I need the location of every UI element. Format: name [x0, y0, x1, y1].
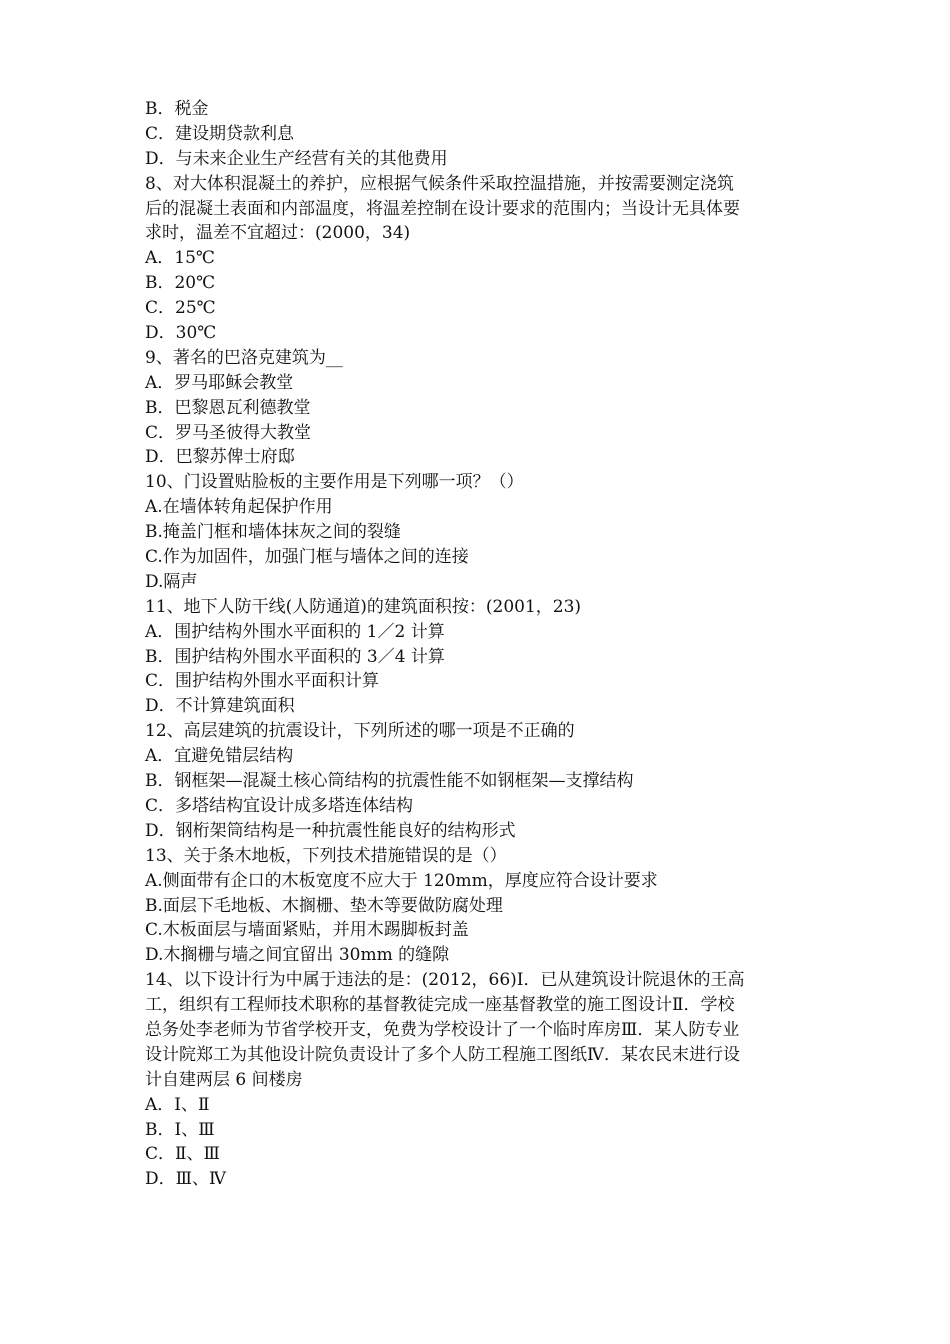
- question-8-text: 8、对大体积混凝土的养护，应根据气候条件采取控温措施，并按需要测定浇筑: [145, 173, 734, 194]
- option-line: B．20℃: [145, 273, 216, 294]
- option-line: A.侧面带有企口的木板宽度不应大于 120mm，厚度应符合设计要求: [145, 870, 658, 891]
- option-line: B．税金: [145, 99, 209, 119]
- question-11-text: 11、地下人防干线(人防通道)的建筑面积按：(2001，23): [145, 596, 582, 617]
- option-line: B．钢框架—混凝土核心筒结构的抗震性能不如钢框架—支撑结构: [145, 771, 634, 792]
- question-10-text: 10、门设置贴脸板的主要作用是下列哪一项？（）: [145, 472, 524, 493]
- option-line: B．围护结构外围水平面积的 3／4 计算: [145, 646, 445, 667]
- option-line: A．Ⅰ、Ⅱ: [145, 1094, 210, 1115]
- option-line: B．Ⅰ、Ⅲ: [145, 1119, 215, 1140]
- question-12-text: 12、高层建筑的抗震设计，下列所述的哪一项是不正确的: [145, 721, 575, 742]
- question-8-text: 后的混凝土表面和内部温度，将温差控制在设计要求的范围内；当设计无具体要: [145, 198, 740, 219]
- option-line: A.在墙体转角起保护作用: [145, 497, 333, 518]
- question-8-text: 求时，温差不宜超过：(2000，34): [145, 223, 411, 244]
- option-line: C．围护结构外围水平面积计算: [145, 671, 380, 692]
- question-14-text: 14、以下设计行为中属于违法的是：(2012，66)Ⅰ．已从建筑设计院退休的王高: [145, 970, 745, 991]
- option-line: D．钢桁架筒结构是一种抗震性能良好的结构形式: [145, 820, 516, 841]
- document-text: [145, 97, 815, 1192]
- option-line: A．15℃: [145, 248, 215, 269]
- option-line: C．罗马圣彼得大教堂: [145, 422, 312, 443]
- option-line: D．与未来企业生产经营有关的其他费用: [145, 148, 448, 169]
- question-13-text: 13、关于条木地板，下列技术措施错误的是（）: [145, 845, 507, 866]
- option-line: A．宜避免错层结构: [145, 746, 294, 767]
- option-line: A．罗马耶稣会教堂: [145, 372, 294, 393]
- option-line: A．围护结构外围水平面积的 1／2 计算: [145, 621, 445, 642]
- option-line: D．不计算建筑面积: [145, 696, 295, 717]
- question-14-text: 设计院郑工为其他设计院负责设计了多个人防工程施工图纸Ⅳ．某农民末进行设: [145, 1044, 740, 1065]
- option-line: B.掩盖门框和墙体抹灰之间的裂缝: [145, 522, 401, 543]
- option-line: C．25℃: [145, 298, 216, 319]
- option-line: C．多塔结构宜设计成多塔连体结构: [145, 795, 414, 816]
- option-line: B．巴黎恩瓦利德教堂: [145, 397, 311, 418]
- option-line: D.隔声: [145, 571, 198, 592]
- option-line: D．30℃: [145, 323, 217, 344]
- option-line: C．Ⅱ、Ⅲ: [145, 1144, 220, 1165]
- option-line: D．巴黎苏俾士府邸: [145, 447, 295, 468]
- question-14-text: 计自建两层 6 间楼房: [145, 1069, 303, 1090]
- question-14-text: 总务处李老师为节省学校开支，免费为学校设计了一个临时库房Ⅲ．某人防专业: [145, 1019, 740, 1040]
- option-line: C.作为加固件，加强门框与墙体之间的连接: [145, 547, 469, 568]
- option-line: C．建设期贷款利息: [145, 123, 295, 144]
- option-line: D.木搁栅与墙之间宜留出 30mm 的缝隙: [145, 945, 450, 966]
- option-line: B.面层下毛地板、木搁栅、垫木等要做防腐处理: [145, 895, 503, 916]
- question-14-text: 工，组织有工程师技术职称的基督教徒完成一座基督教堂的施工图设计Ⅱ．学校: [145, 995, 735, 1016]
- question-9-text: 9、著名的巴洛克建筑为__: [145, 347, 343, 368]
- option-line: D．Ⅲ、Ⅳ: [145, 1169, 227, 1190]
- option-line: C.木板面层与墙面紧贴，并用木踢脚板封盖: [145, 920, 469, 941]
